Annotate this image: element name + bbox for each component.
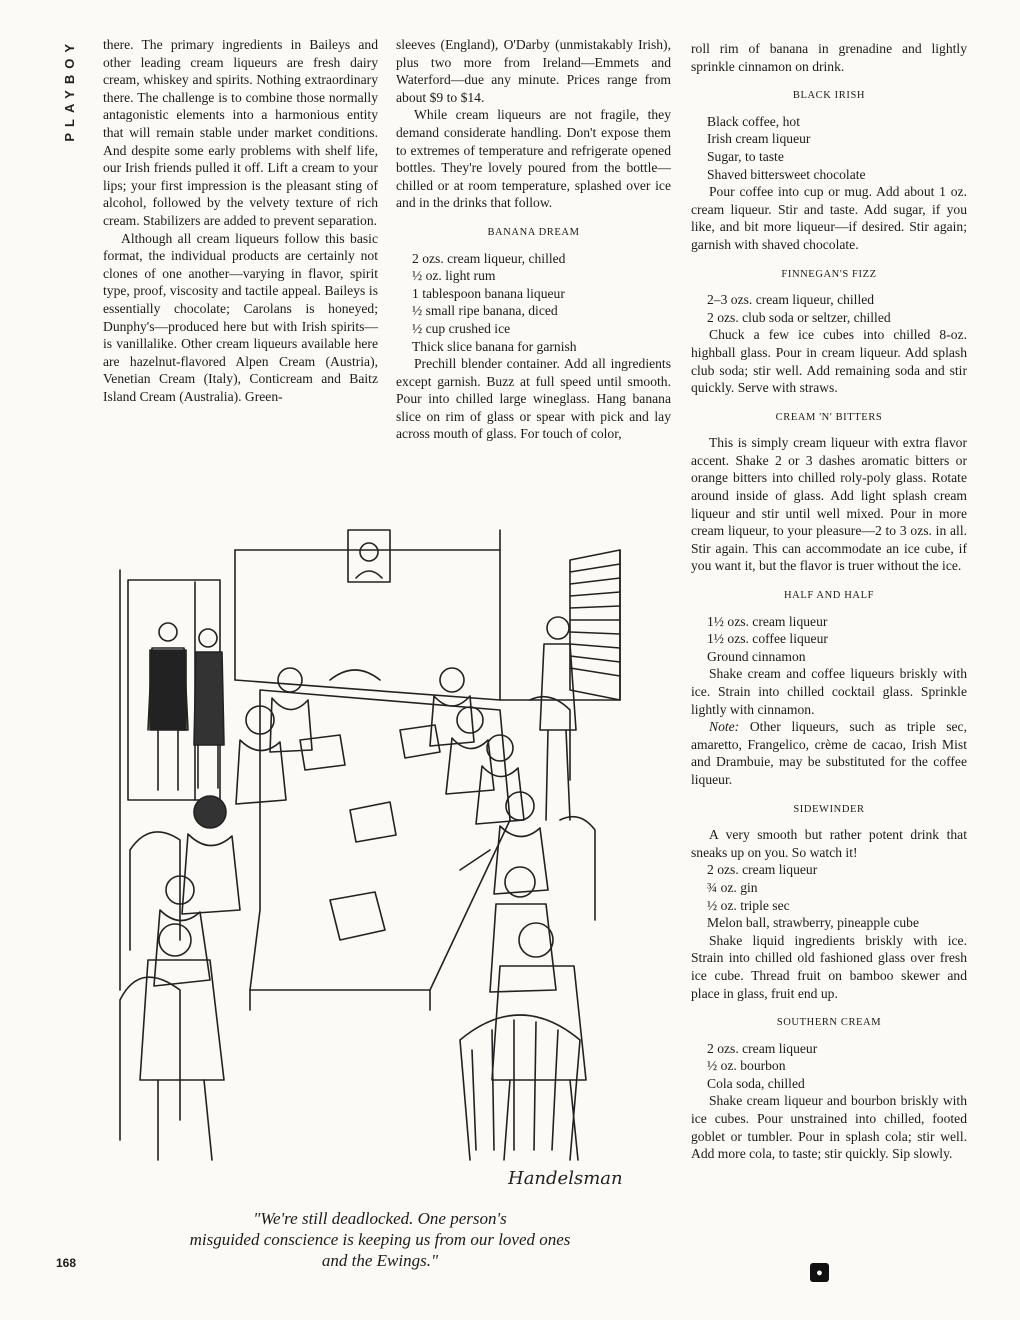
article-column-1 [103,36,378,405]
ingredient: 2–3 ozs. cream liqueur, chilled [707,292,875,308]
recipe-directions: roll rim of banana in grenadine and lightly sprinkle cinnamon on drink. [691,41,967,74]
ingredient: Black coffee, hot [707,113,800,129]
page-number: 168 [56,1256,77,1270]
ingredient: Cola soda, chilled [707,1075,805,1091]
cartoon-illustration [100,520,660,1210]
ingredient: ½ cup crushed ice [412,320,511,336]
juror-figure [140,924,224,1160]
juror-figure [476,735,524,824]
paper [350,802,396,842]
window-blinds [570,550,620,700]
chair [120,977,180,1140]
chair [560,817,595,920]
ingredient: Ground cinnamon [707,648,806,664]
ingredient: ½ oz. light rum [412,268,496,284]
recipe-title-southern-cream: SOUTHERN CREAM [776,1017,882,1029]
wall-portrait [348,530,390,582]
ingredient: Sugar, to taste [707,148,784,164]
ingredient: ½ small ripe banana, diced [412,303,558,319]
ingredient: 2 ozs. cream liqueur [707,862,818,878]
paper [400,725,440,758]
recipe-title-banana-dream: BANANA DREAM [487,226,580,238]
ingredient: ¾ oz. gin [707,879,758,895]
ingredient: 1½ ozs. coffee liqueur [707,631,828,647]
ingredient: 2 ozs. club soda or seltzer, chilled [707,309,891,325]
ingredient: Thick slice banana for garnish [412,338,577,354]
chair [130,832,180,950]
magazine-brand: PLAYBOY [62,38,77,142]
men-in-doorway [148,623,224,790]
recipe-directions: Shake cream and coffee liqueurs briskly with ice. Strain into chilled cocktail glass. Sprinkle lightly with cinnamon. [691,666,967,717]
ingredient: ½ oz. triple sec [707,897,790,913]
ingredient: Shaved bittersweet chocolate [707,166,866,182]
recipe-title-half-and-half: HALF AND HALF [783,590,875,602]
recipe-note [691,718,967,788]
recipe-title-finnegans-fizz: FINNEGAN'S FIZZ [781,268,877,280]
article-column-2 [396,36,671,443]
recipe-title-cream-n-bitters: CREAM 'N' BITTERS [775,411,883,423]
paper [330,892,385,940]
ingredient: ½ oz. bourbon [707,1058,786,1074]
recipe-directions: Shake liquid ingredients briskly with ice. Strain into chilled old fashioned glass over fresh ice cube. Thread fruit on bamboo skewer and place in glass, fruit end up. [691,932,967,1001]
juror-figure [182,796,240,914]
recipe-directions: Shake cream liqueur and bourbon briskly with ice cubes. Pour unstrained into chilled, footed goblet or tumbler. Pour in splash cola; stir well. Add more cola, to taste; stir quickly. Sip slowly. [691,1093,967,1162]
ingredient: 1 tablespoon banana liqueur [412,285,565,301]
ingredient: 1½ ozs. cream liqueur [707,613,828,629]
chair [330,670,380,680]
paragraph: there. The primary ingredients in Baileys and other leading cream liqueurs are fresh dairy cream, whiskey and spirits. Nothing extraordinary there. The challenge is to combine those normally antagonistic elements into a harmonious entity that will remain stable under market conditions. And despite some early problems with shelf life, our Irish friends pulled it off. Lift a cream to your lips; your first impression is the pleasant sting of alcohol, followed by the velvety texture of rich cream. Stabilizers are added to prevent separation. [103,37,378,228]
ingredient: 2 ozs. cream liqueur, chilled [412,250,566,266]
recipe-directions: Pour coffee into cup or mug. Add about 1 oz. cream liqueur. Stir and taste. Add sugar, if you like, and bit more liqueur—if desired. Stir again; garnish with shaved chocolate. [691,184,967,252]
ingredient: Irish cream liqueur [707,131,811,147]
juror-figure [460,850,556,992]
rabbit-head-icon: ● [810,1263,829,1282]
artist-signature: Handelsman [508,1168,623,1189]
recipe-title-black-irish: BLACK IRISH [792,90,866,102]
paragraph: sleeves (England), O'Darby (unmistakably Irish), plus two more from Ireland—Emmets and Waterford—due any minute. Prices range from about $9 to $14. [396,37,671,105]
cartoon-caption [100,1208,660,1271]
recipe-intro: A very smooth but rather potent drink that sneaks up on you. So watch it! [691,827,967,860]
juror-figure [236,706,286,804]
recipe-directions: This is simply cream liqueur with extra flavor accent. Shake 2 or 3 dashes aromatic bitters or orange bitters into chilled roly-poly glass. Rotate around inside of glass. Add light splash cream liqueur and stir until well mixed. Pour in more cream liqueur, to your pleasure—2 to 3 ozs. in all. Stir again. This can accommodate an ice cube, if you want it, but the flavor is truer without the ice. [691,435,967,574]
caption-line: and the Ewings." [321,1251,439,1270]
juror-figure [494,792,548,894]
note-text: Other liqueurs, such as triple sec, amaretto, Frangelico, crème de cacao, Irish Mist and Drambuie, may be substituted for the coffee liqueur. [691,719,967,787]
ingredient: 2 ozs. cream liqueur [707,1040,818,1056]
juror-figure [492,923,586,1160]
paragraph: While cream liqueurs are not fragile, they demand considerate handling. Don't expose them to extremes of temperature and refrigerate opened bottles. They're lovely poured from the bottle—chilled or at room temperature, splashed over ice and in the drinks that follow. [396,107,671,211]
paper [300,735,345,770]
chair [460,1015,580,1160]
chair [530,697,570,780]
recipe-title-sidewinder: SIDEWINDER [793,803,865,815]
article-column-3 [691,40,967,1163]
ingredient: Melon ball, strawberry, pineapple cube [707,915,920,931]
caption-line: misguided conscience is keeping us from our loved ones [189,1230,571,1249]
paragraph: Although all cream liqueurs follow this basic format, the individual products are certainly not clones of one another—varying in flavor, spirit type, proof, viscosity and tactile appeal. Baileys is essentially chocolate; Carolans is honeyed; Dunphy's—produced here but with Irish spirits—is vanillalike. Other cream liqueurs available here are hazelnut-flavored Alpen Cream (Austria), Venetian Cream (Italy), Conticream and Baitz Island Cream (Australia). Green- [103,230,378,404]
caption-line: "We're still deadlocked. One person's [253,1209,507,1228]
note-label: Note: [709,719,740,735]
recipe-directions: Chuck a few ice cubes into chilled 8-oz. highball glass. Pour in cream liqueur. Add splash club soda; stir well. Add remaining soda and stir quickly. Serve with straws. [691,327,967,396]
recipe-directions: Prechill blender container. Add all ingredients except garnish. Buzz at full speed until smooth. Pour into chilled large wineglass. Hang banana slice on rim of glass or spear with pick and lay across mouth of glass. For touch of color, [396,356,671,442]
conference-table [250,690,510,990]
